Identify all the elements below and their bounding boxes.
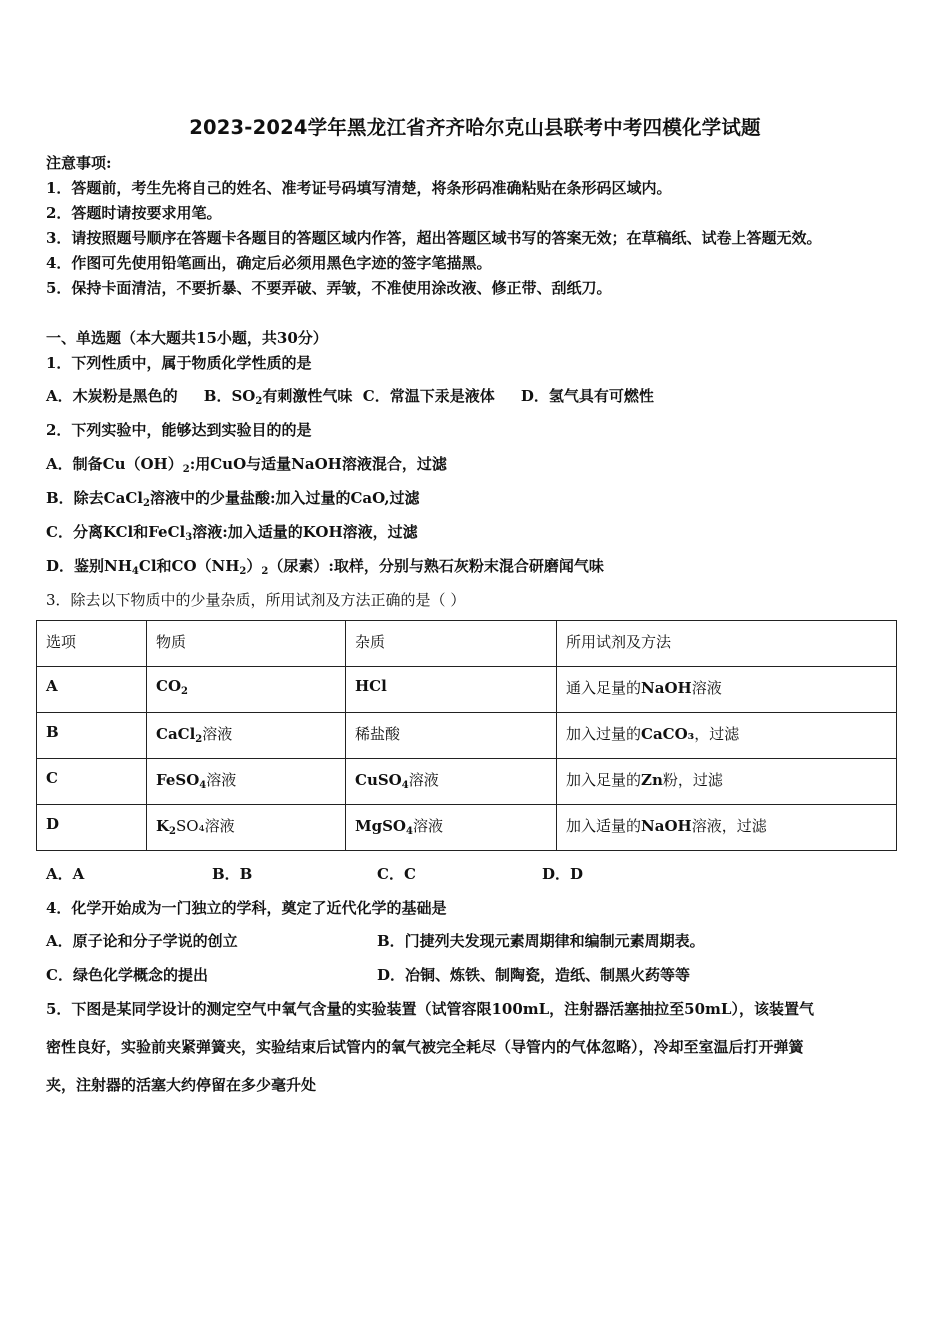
method-cell: 加入足量的Zn粉，过滤 [557, 759, 897, 805]
notice-item: 4．作图可先使用铅笔画出，确定后必须用黑色字迹的签字笔描黑。 [46, 254, 492, 272]
method-cell: 加入适量的NaOH溶液，过滤 [557, 805, 897, 851]
option-cell: A [37, 667, 147, 713]
q4-option-a: A．原子论和分子学说的创立 [46, 932, 238, 950]
header-cell: 物质 [147, 621, 346, 667]
question-3-table [36, 620, 897, 851]
option-cell: D [37, 805, 147, 851]
question-1-stem: 1．下列性质中，属于物质化学性质的是 [46, 354, 312, 372]
table-row [37, 667, 897, 713]
q3-answer-a: A．A [46, 865, 85, 883]
table-row [37, 805, 897, 851]
table-row [37, 713, 897, 759]
option-c: C．常温下汞是液体 [362, 387, 495, 405]
notice-item: 5．保持卡面清洁，不要折暴、不要弄破、弄皱，不准使用涂改液、修正带、刮纸刀。 [46, 279, 612, 297]
section-heading: 一、单选题（本大题共15小题，共30分） [46, 329, 328, 347]
question-2-option-d: D．鉴别$NH_4Cl$和$CO(NH_2)_2$（尿素）:取样，分别与熟石灰粉末混合研磨闻气味 [46, 557, 604, 577]
question-2-stem: 2．下列实验中，能够达到实验目的的是 [46, 421, 312, 439]
notice-item: 2．答题时请按要求用笔。 [46, 204, 222, 222]
q4-option-b: B．门捷列夫发现元素周期律和编制元素周期表。 [377, 932, 705, 950]
q3-answer-b: B．B [212, 865, 253, 883]
header-cell: 杂质 [346, 621, 557, 667]
notice-heading: 注意事项: [46, 154, 112, 172]
question-5-line: 5．下图是某同学设计的测定空气中氧气含量的实验装置（试管容限100mL，注射器活塞抽拉至50mL），该装置气 [46, 1000, 814, 1018]
header-cell: 选项 [37, 621, 147, 667]
option-d: D．氢气具有可燃性 [520, 387, 654, 405]
substance-cell: $K_2SO_4$溶液 [147, 805, 346, 851]
notice-item: 1．答题前，考生先将自己的姓名、准考证号码填写清楚，将条形码准确粘贴在条形码区域内。 [46, 179, 672, 197]
question-5-line: 夹，注射器的活塞大约停留在多少毫升处 [46, 1076, 317, 1094]
question-5-line: 密性良好，实验前夹紧弹簧夹，实验结束后试管内的氧气被完全耗尽（导管内的气体忽略），冷却至室温后打开弹簧 [46, 1038, 804, 1056]
header-cell: 所用试剂及方法 [557, 621, 897, 667]
q4-option-d: D．冶铜、炼铁、制陶瓷，造纸、制黑火药等等 [377, 966, 691, 984]
impurity-cell: 稀盐酸 [346, 713, 557, 759]
table-row [37, 759, 897, 805]
option-cell: B [37, 713, 147, 759]
substance-cell: $CO_2$ [147, 667, 346, 713]
substance-cell: FeSO$_4$溶液 [147, 759, 346, 805]
question-4-stem: 4．化学开始成为一门独立的学科，奠定了近代化学的基础是 [46, 899, 447, 917]
option-b: B．$SO_2$有刺激性气味 [203, 387, 353, 407]
substance-cell: CaCl$_2$溶液 [147, 713, 346, 759]
impurity-cell: MgSO$_4$溶液 [346, 805, 557, 851]
option-a: A．木炭粉是黑色的 [46, 387, 178, 405]
table-header-row [37, 621, 897, 667]
option-cell: C [37, 759, 147, 805]
impurity-cell: HCl [346, 667, 557, 713]
question-2-option-b: B．除去CaCl$_2$溶液中的少量盐酸:加入过量的CaO,过滤 [46, 489, 420, 509]
page-title: 2023-2024学年黑龙江省齐齐哈尔克山县联考中考四模化学试题 [189, 116, 761, 139]
method-cell: 加入过量的CaCO₃，过滤 [557, 713, 897, 759]
q4-option-c: C．绿色化学概念的提出 [46, 966, 208, 984]
q3-answer-d: D．D [542, 865, 584, 883]
question-1-options [46, 385, 654, 407]
question-3-stem: 3．除去以下物质中的少量杂质，所用试剂及方法正确的是（ ） [46, 591, 466, 609]
notice-item: 3．请按照题号顺序在答题卡各题目的答题区域内作答，超出答题区域书写的答案无效；在草稿纸、试卷上答题无效。 [46, 229, 822, 247]
impurity-cell: CuSO$_4$溶液 [346, 759, 557, 805]
method-cell: 通入足量的NaOH溶液 [557, 667, 897, 713]
question-2-option-a: A．制备$Cu(OH)_2$:用CuO与适量NaOH溶液混合，过滤 [46, 455, 447, 475]
question-2-option-c: C．分离KCl和FeCl$_3$溶液:加入适量的KOH溶液，过滤 [46, 523, 418, 543]
q3-answer-c: C．C [377, 865, 416, 883]
